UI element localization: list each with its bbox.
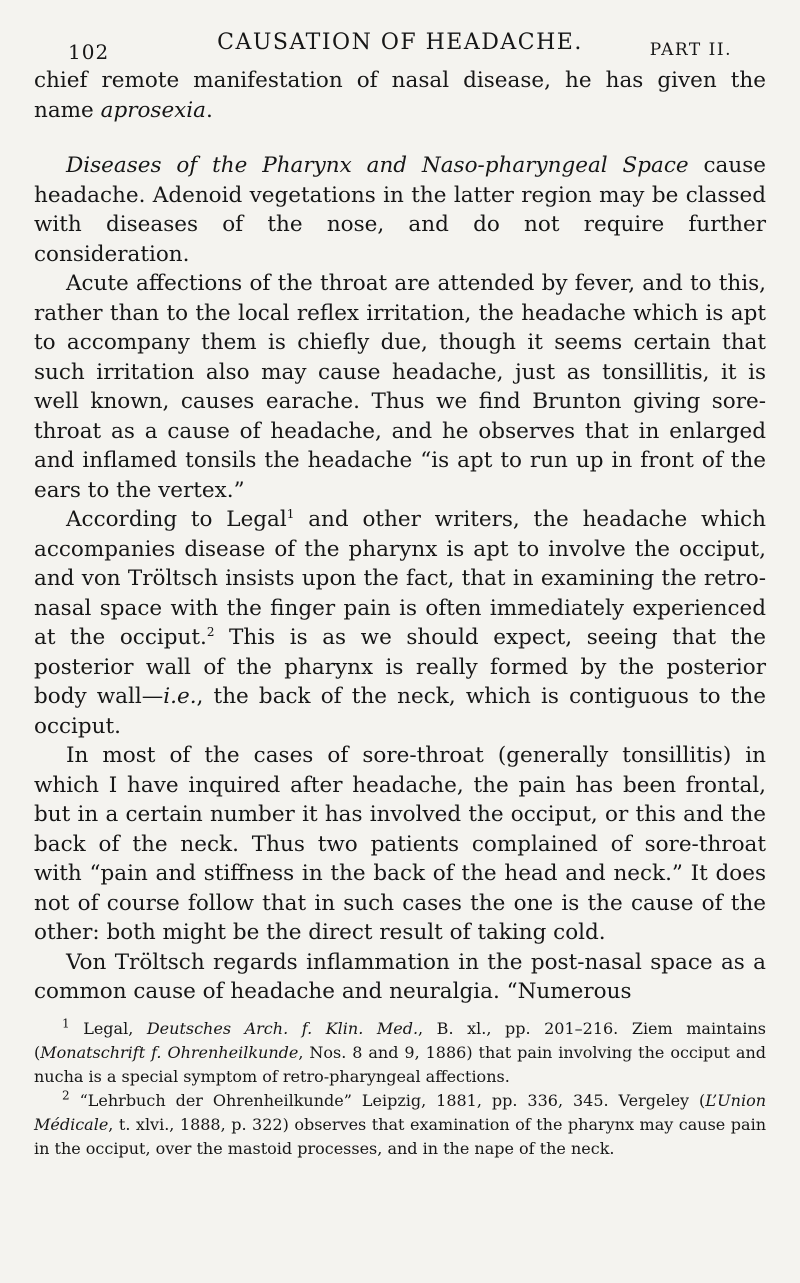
footnote-marker: 1	[62, 1016, 70, 1031]
part-label: PART II.	[649, 40, 732, 60]
running-title: CAUSATION OF HEADACHE.	[217, 30, 583, 55]
footnotes	[34, 1017, 766, 1161]
italic-term: aprosexia	[100, 97, 207, 123]
page-header	[34, 0, 766, 66]
body-text	[34, 66, 766, 1007]
italic-heading: Diseases of the Pharynx and Naso-pharyngeal Space	[66, 153, 689, 178]
footnote-ref[interactable]: 1	[286, 506, 295, 521]
footnote-ref[interactable]: 2	[206, 624, 215, 639]
paragraph: In most of the cases of sore-throat (generally tonsillitis) in which I have inquired after headache, the pain has been frontal, but in a certain number it has involved the occiput, or this and the back of the neck. Thus two patients complained of sore-throat with “pain and stiffness in the back of the head and neck.” It does not of course follow that in such cases the one is the cause of the other: both might be the direct result of taking cold.	[34, 743, 766, 945]
paragraph: Von Tröltsch regards inflammation in the post-nasal space as a common cause of headache and neuralgia. “Numerous	[34, 949, 766, 1004]
paragraph: According to Legal$^1$ and other writers, the headache which accompanies disease of the pharynx is apt to involve the occiput, and von Tröltsch insists upon the fact, that in examining the retro-nasal space with the finger pain is often immediately experienced at the occiput.$^2$ This is as we should expect, seeing that the posterior wall of the pharynx is really formed by the posterior body wall—i.e., the back of the neck, which is contiguous to the occiput.	[34, 506, 766, 739]
paragraph: chief remote manifestation of nasal disease, he has given the name aprosexia.	[34, 68, 766, 123]
paragraph: Diseases of the Pharynx and Naso-pharyngeal Space cause headache. Adenoid vegetations in the latter region may be classed with diseases of the nose, and do not require further consideration.	[34, 153, 766, 267]
footnote: $^2$ “Lehrbuch der Ohrenheilkunde” Leipzig, 1881, pp. 336, 345. Vergeley (L’Union Médicale, t. xlvi., 1888, p. 322) observes that examination of the pharynx may cause pain in the occiput, over the mastoid processes, and in the nape of the neck.	[34, 1088, 766, 1158]
paragraph: Acute affections of the throat are attended by fever, and to this, rather than to the local reflex irritation, the headache which is apt to accompany them is chiefly due, though it seems certain that such irritation also may cause headache, just as tonsillitis, it is well known, causes earache. Thus we find Brunton giving sore-throat as a cause of headache, and he observes that in enlarged and inflamed tonsils the headache “is apt to run up in front of the ears to the vertex.”	[34, 271, 766, 503]
italic-abbrev: i.e.	[163, 684, 197, 709]
footnote: $^1$ Legal, Deutsches Arch. f. Klin. Med., B. xl., pp. 201–216. Ziem maintains (Monatschrift f. Ohrenheilkunde, Nos. 8 and 9, 1886) that pain involving the occiput and nucha is a special symptom of retro-pharyngeal affections.	[34, 1016, 766, 1086]
footnote-marker: 2	[62, 1088, 70, 1103]
page-number: 102	[68, 40, 110, 64]
